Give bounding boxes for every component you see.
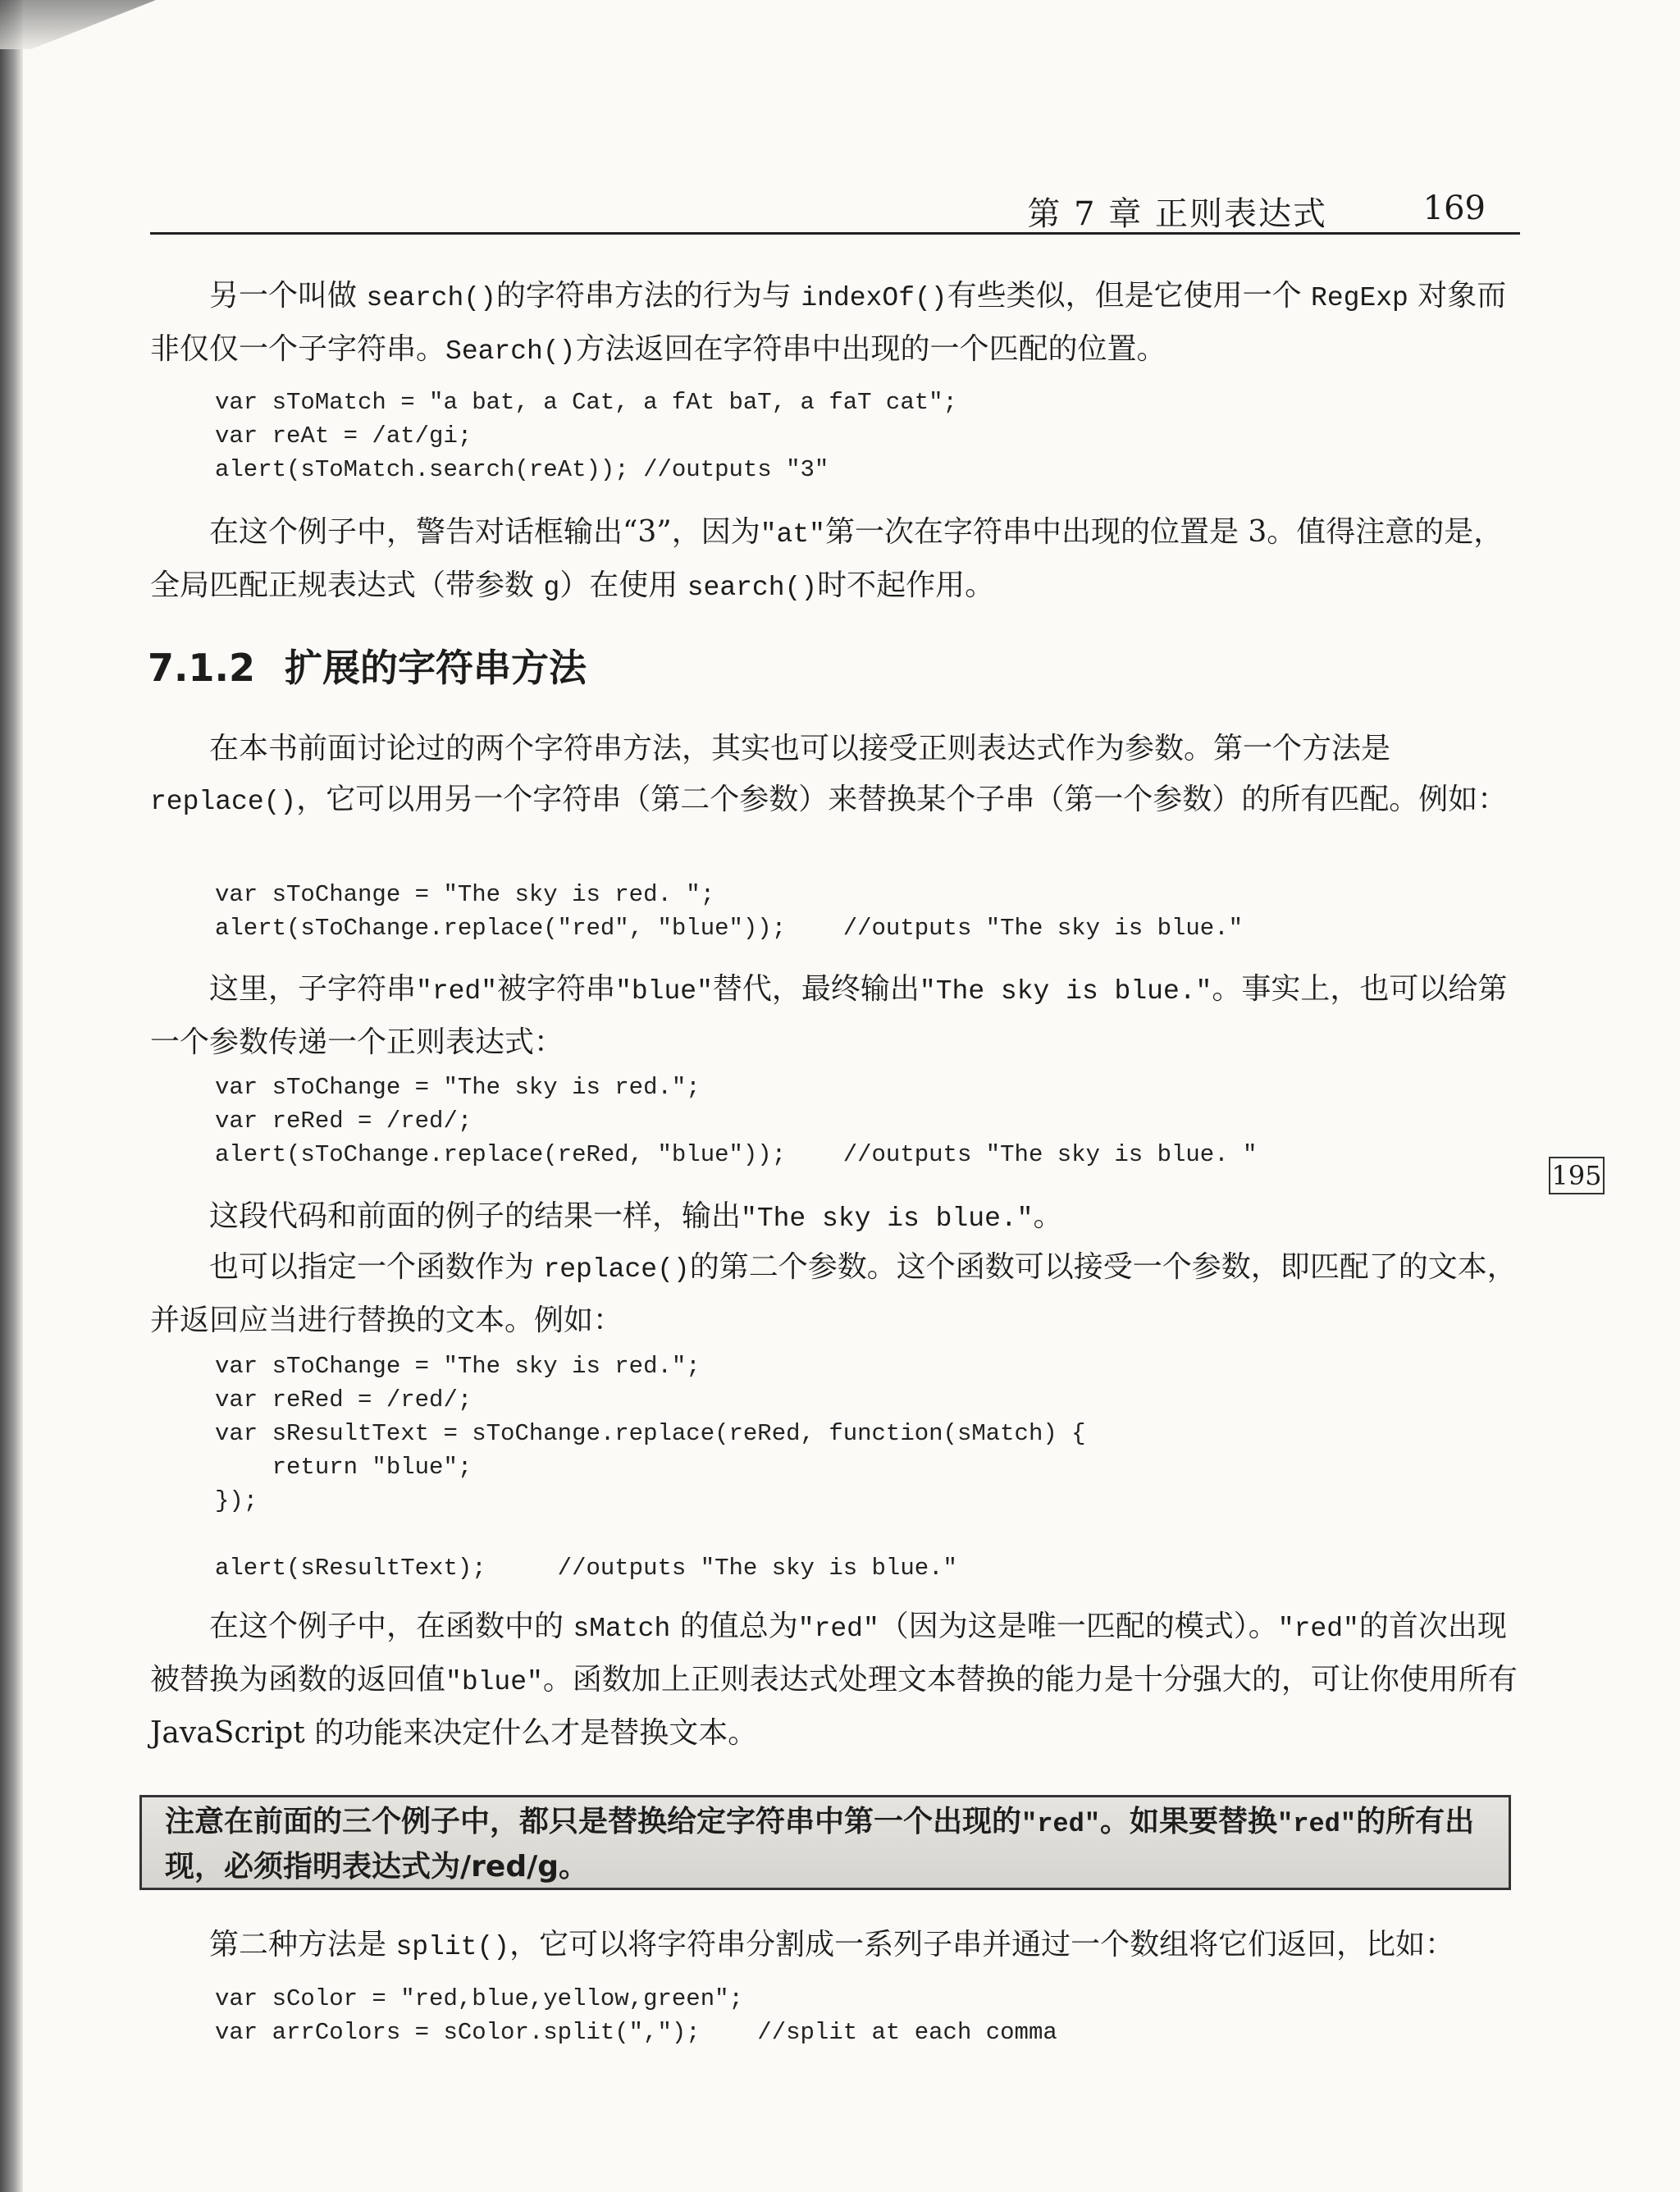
note-box: 注意在前面的三个例子中，都只是替换给定字符串中第一个出现的"red"。如果要替换"red"的所有出现，必须指明表达式为/red/g。: [139, 1795, 1511, 1890]
paragraph-replace-intro: 在本书前面讨论过的两个字符串方法，其实也可以接受正则表达式作为参数。第一个方法是 replace()，它可以用另一个字符串（第二个参数）来替换某个子串（第一个参数）的所有匹配。例如：: [150, 732, 1508, 817]
paragraph-function-arg: 也可以指定一个函数作为 replace()的第二个参数。这个函数可以接受一个参数，即匹配了的文本，并返回应当进行替换的文本。例如：: [150, 1250, 1517, 1337]
running-header: [150, 185, 1520, 235]
code-example-replace-function: var sToChange = "The sky is red."; var reRed = /red/; var sResultText = sToChange.replace(reRed, function(sMatch) { return "blue"; }); alert(sResultText); //outputs "The sky is blue.": [215, 1353, 1086, 1582]
page-corner-shadow: [0, 0, 156, 49]
section-heading: [148, 638, 587, 692]
paragraph-search-result: 在这个例子中，警告对话框输出“3”，因为"at"第一次在字符串中出现的位置是 3。值得注意的是，全局匹配正规表达式（带参数 g）在使用 search()时不起作用。: [150, 515, 1504, 603]
code-example-search: var sToMatch = "a bat, a Cat, a fAt baT, a faT cat"; var reAt = /at/gi; alert(sToMatch.search(reAt)); //outputs "3": [215, 389, 957, 483]
section-title: 扩展的字符串方法: [284, 646, 587, 690]
paragraph-same-result: 这段代码和前面的例子的结果一样，输出"The sky is blue."。: [209, 1199, 1063, 1234]
paragraph-search-intro: 另一个叫做 search()的字符串方法的行为与 indexOf()有些类似，但是它使用一个 RegExp 对象而非仅仅一个子字符串。Search()方法返回在字符串中出现的一个匹配的位置。: [150, 279, 1507, 367]
code-example-replace-string: var sToChange = "The sky is red. "; alert(sToChange.replace("red", "blue")); //outputs "The sky is blue.": [215, 881, 1244, 942]
code-example-split: var sColor = "red,blue,yellow,green"; var arrColors = sColor.split(","); //split at each comma: [215, 1985, 1057, 2046]
section-number: 7.1.2: [148, 646, 255, 690]
code-example-replace-regex: var sToChange = "The sky is red."; var reRed = /red/; alert(sToChange.replace(reRed, "blue")); //outputs "The sky is blue. ": [215, 1074, 1258, 1168]
paragraph-replace-result: 这里，子字符串"red"被字符串"blue"替代，最终输出"The sky is blue."。事实上，也可以给第一个参数传递一个正则表达式：: [150, 972, 1508, 1059]
chapter-title: 第 7 章 正则表达式: [1027, 195, 1327, 233]
book-binding-shadow: [0, 0, 23, 2192]
page-number: 169: [1422, 190, 1486, 227]
paragraph-function-explain: 在这个例子中，在函数中的 sMatch 的值总为"red"（因为这是唯一匹配的模式）。"red"的首次出现被替换为函数的返回值"blue"。函数加上正则表达式处理文本替换的能力是十分强大的，可让你使用所有 JavaScript 的功能来决定什么才是替换文本。: [150, 1610, 1518, 1750]
paragraph-split-intro: 第二种方法是 split()，它可以将字符串分割成一系列子串并通过一个数组将它们返回，比如：: [209, 1928, 1455, 1962]
original-page-reference: 195: [1549, 1157, 1605, 1194]
